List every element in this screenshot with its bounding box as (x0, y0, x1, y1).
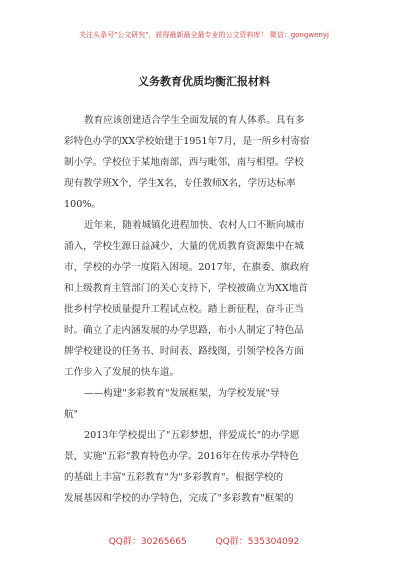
body-line: 工作步入了发展的快车道。 (64, 367, 180, 378)
body-line: 和上级教育主管部门的关心支持下，学校被确立为XX地首 (64, 283, 308, 294)
body-line: 时。确立了走内涵发展的办学思路，布小人制定了特色品 (64, 325, 304, 336)
document-title: 义务教育优质均衡汇报材料 (138, 75, 270, 88)
body-line: 航" (64, 409, 79, 420)
body-line: 市，学校的办学一度陷入困境。2017年，在旗委、旗政府 (64, 262, 310, 273)
body-line: 景，实施"五彩"教育特色办学。2016年在传承办学特色 (64, 451, 299, 462)
body-line: 彩特色办学的XX学校始建于1951年7月，是一所乡村寄宿 (64, 136, 310, 147)
body-line: 100%。 (64, 199, 102, 210)
body-line: 发展基因和学校的办学特色，完成了"多彩教育"框架的 (64, 493, 294, 504)
document-body (64, 110, 354, 509)
header-note: 关注头条号"公文研究"，获得最新最全最专业的公文资料库！ 微信：gongwenyj (79, 31, 329, 39)
body-line: 近年来，随着城镇化进程加快、农村人口不断向城市 (84, 220, 305, 231)
footer-contact (0, 534, 408, 547)
body-line: 牌学校建设的任务书、时间表、路线图，引领学校各方面 (64, 346, 304, 357)
body-line: 批乡村学校质量提升工程试点校。踏上新征程，奋斗正当 (64, 304, 304, 315)
body-line: 教育应该创建适合学生全面发展的育人体系。具有多 (84, 115, 305, 126)
body-line: 制小学。学校位于某地南部，西与毗邻，南与相望。学校 (64, 157, 304, 168)
qq-group-left: QQ群：30265665 (108, 537, 187, 547)
body-line: 的基础上丰富"五彩教育"为"多彩教育"。根据学校的 (64, 472, 284, 483)
body-line: ——构建"多彩教育"发展框架，为学校发展"导 (84, 388, 280, 399)
body-line: 2013年学校提出了"五彩梦想，伴爱成长"的办学愿 (84, 430, 300, 441)
qq-group-right: QQ群：535304092 (215, 537, 300, 547)
body-line: 涌入，学校生源日益减少，大量的优质教育资源集中在城 (64, 241, 304, 252)
body-line: 现有教学班X个，学生X名，专任教师X名，学历达标率 (64, 178, 296, 189)
